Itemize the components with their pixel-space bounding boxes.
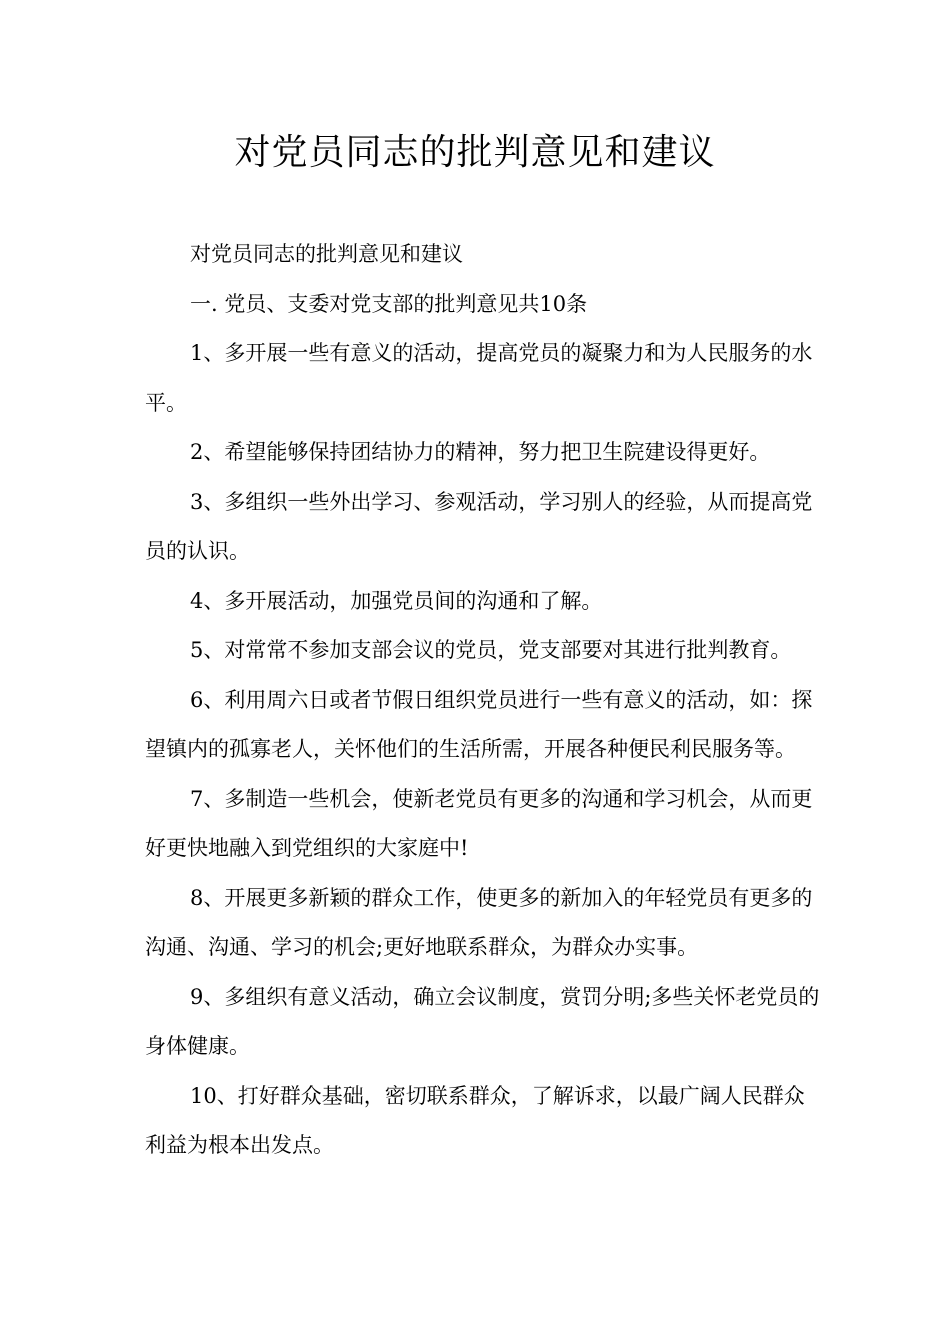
document-title: 对党员同志的批判意见和建议 bbox=[234, 132, 716, 173]
paragraph-item-6: 6、利用周六日或者节假日组织党员进行一些有意义的活动，如：探望镇内的孤寡老人，关怀他们的生活所需，开展各种便民利民服务等。 bbox=[145, 687, 813, 761]
paragraph-item-8: 8、开展更多新颖的群众工作，使更多的新加入的年轻党员有更多的沟通、沟通、学习的机会;更好地联系群众，为群众办实事。 bbox=[145, 885, 813, 959]
document-body bbox=[145, 230, 825, 1171]
paragraph-item-3: 3、多组织一些外出学习、参观活动，学习别人的经验，从而提高党员的认识。 bbox=[145, 489, 813, 563]
paragraph-item-1: 1、多开展一些有意义的活动，提高党员的凝聚力和为人民服务的水平。 bbox=[145, 341, 813, 415]
paragraph-item-4: 4、多开展活动，加强党员间的沟通和了解。 bbox=[190, 588, 603, 613]
paragraph-item-2: 2、希望能够保持团结协力的精神，努力把卫生院建设得更好。 bbox=[190, 440, 771, 464]
paragraph-item-10: 10、打好群众基础，密切联系群众，了解诉求，以最广阔人民群众利益为根本出发点。 bbox=[145, 1083, 805, 1157]
paragraph-item-9: 9、多组织有意义活动，确立会议制度，赏罚分明;多些关怀老党员的身体健康。 bbox=[145, 984, 820, 1058]
paragraph-subtitle: 对党员同志的批判意见和建议 bbox=[190, 242, 463, 266]
paragraph-section-heading: 一. 党员、支委对党支部的批判意见共10条 bbox=[190, 291, 588, 316]
paragraph-item-5: 5、对常常不参加支部会议的党员，党支部要对其进行批判教育。 bbox=[190, 638, 792, 662]
paragraph-item-7: 7、多制造一些机会，使新老党员有更多的沟通和学习机会，从而更好更快地融入到党组织的大家庭中! bbox=[145, 786, 813, 860]
